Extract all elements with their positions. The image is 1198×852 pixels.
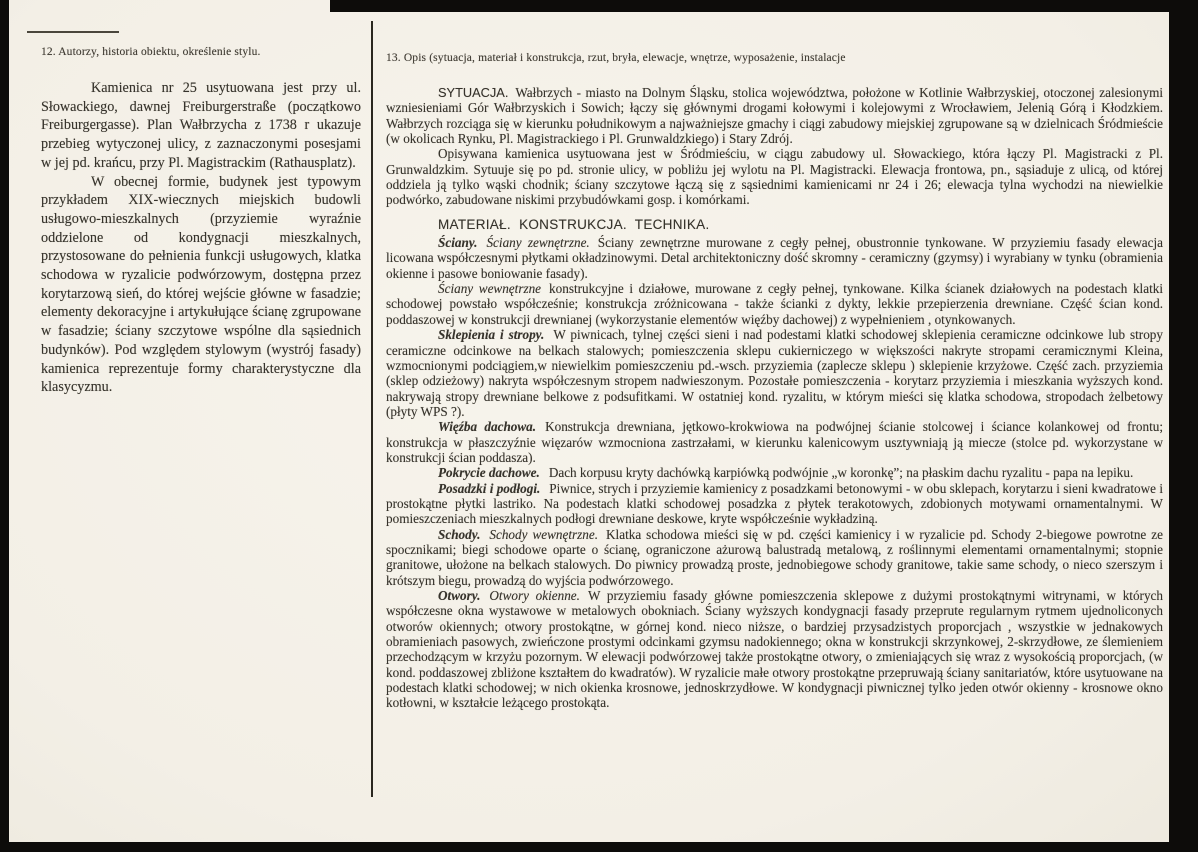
location-paragraph: Opisywana kamienica usytuowana jest w Śródmieściu, w ciągu zabudowy ul. Słowackiego, która łączy Pl. Magistracki z Pl. Grunwaldzkim. Sytuuje się po pd. stronie ulicy, w pobliżu jej wylotu na Pl. Magistracki. Elewacja frontowa, pn., sąsiaduje z ulicą, od której oddziela ją tylko wąski chodnik; ściany szczytowe łączą się z sąsiednimi kamienicami nr 24 i 26; elewacja tylna wychodzi na niewielkie podwórko, zabudowane niskimi przybudówkami gosp. i komórkami. xyxy=(386,146,1163,208)
history-text-block xyxy=(41,79,361,397)
roof-covering-paragraph xyxy=(386,465,1163,480)
sytuacja-paragraph xyxy=(386,85,1163,146)
vaults-ceilings-text: W piwnicach, tylnej części sieni i nad podestami klatki schodowej sklepienia ceramiczne odcinkowe lub stropy ceramiczne odcinkowe na belkach stalowych; pomieszczenia sklepu cukierniczego w większości nakryte stropami ceramicznymi Kleina, wzmocnionymi podciągiem,w niewielkim pomieszczeniu pd.-wsch. przyziemia (zaplecze sklepu ) sklepienie krzyżowe. Część zach. przyziemia (sklep odzieżowy) nakryta współczesnym stropem nadwieszonym. Pozostałe pomieszczenia - korytarz przyziemia i mieszkania wyższych kond. nakrywają stropy drewniane belkowe z podsufitkami. W ostatniej kond. ryzalitu, w którym mieści się klatka schodowa, stropodach żelbetowy (płyty WPS ?). xyxy=(386,327,1163,419)
sytuacja-text: Wałbrzych - miasto na Dolnym Śląsku, stolica województwa, położone w Kotlinie Wałbrzyskiej, otoczonej zalesionymi wzniesieniami Gór Wałbrzyskich i Sowich; łączy się głównymi drogami kołowymi i kolejowymi z Wrocławiem, Jelenią Górą i Kłodzkiem. Wałbrzych rozciąga się w kierunku południkowym a najważniejsze gmachy i ciągi zabudowy miejskiej zgrupowane są w dzielnicach Śródmieście (w okolicach Rynku, Pl. Magistrackiego i Pl. Grunwaldzkiego) i Stary Zdrój. xyxy=(386,85,1163,147)
vaults-ceilings-lead: Sklepienia i stropy. xyxy=(438,327,545,343)
sytuacja-label: SYTUACJA. xyxy=(438,85,509,100)
floors-lead: Posadzki i podłogi. xyxy=(438,480,541,496)
stairs-paragraph xyxy=(386,527,1163,588)
interior-walls-text: konstrukcyjne i działowe, murowane z cegły pełnej, tynkowane. Kilka ścianek działowych na podestach klatki schodowej powstało współcześnie; konstrukcja zróżnicowana - także ścianki z dykty, lekkie przepierzenia drewniane. Część ścian kond. poddaszowej w konstrukcji drewnianej (wykorzystanie elementów więźby dachowej) z wypełnieniem , otynkowanych. xyxy=(386,281,1163,327)
left-column xyxy=(41,46,361,397)
right-column xyxy=(386,52,1163,711)
scan-border-top xyxy=(330,0,1198,12)
roof-truss-lead: Więźba dachowa. xyxy=(438,419,537,435)
roof-covering-text: Dach korpusu kryty dachówką karpiówką podwójnie „w koronkę”; na płaskim dachu ryzalitu - papa na lepiku. xyxy=(548,465,1134,481)
vaults-ceilings-paragraph xyxy=(386,327,1163,419)
floors-paragraph xyxy=(386,481,1163,527)
section-13-heading: 13. Opis (sytuacja, materiał i konstrukcja, rzut, bryła, elewacje, wnętrze, wyposażenie, instalacje xyxy=(386,52,846,64)
openings-text: W przyziemiu fasady główne pomieszczenia sklepowe z dużymi prostokątnymi witrynami, w których współczesne okna wystawowe w metalowych obokniach. Ściany wyższych kondygnacji fasady przeprute regularnym rytmem ujednoliconych otworów okiennych; otwory prostokątne, w górnej kond. nieco niższe, o bardziej przysadzistych proporcjach , wszystkie w jednakowych obramieniach pasowych, zwieńczone prostymi odcinkami gzymsu nadokiennego; okna w konstrukcji skrzynkowej, 2-skrzydłowe, ze ślemieniem przechodzącym w krzyżu pozornym. W elewacji podwórzowej także prostokątne otwory, o zmieniających się wraz z wysokością proporcjach, (w kond. poddaszowej zbliżone kształtem do kwadratów). W ryzalicie małe otwory prostokątne przepruwają ściany sanitariatów, które usytuowane na podestach klatki schodowej; w nich okienka krosnowe, jednoskrzydłowe. W kondygnacji piwnicznej tylko jeden otwór okienny - krosnowe okno kotłowni, w kształcie leżącego prostokąta. xyxy=(386,588,1163,711)
walls-sublead: Ściany zewnętrzne. xyxy=(486,235,590,251)
stairs-lead: Schody. xyxy=(438,526,481,542)
walls-text: Ściany zewnętrzne murowane z cegły pełnej, obustronnie tynkowane. W przyziemiu fasady elewacja licowana współczesnymi płytkami okładzinowymi. Detal architektoniczny dość skromny - ceramiczny (gzymsy) i wyrabiany w tynku (obramienia okienne i pasowe boniowanie fasady). xyxy=(386,235,1163,281)
interior-walls-sublead: Ściany wewnętrzne xyxy=(438,281,542,297)
roof-covering-lead: Pokrycie dachowe. xyxy=(438,465,540,481)
stairs-text: Klatka schodowa mieści się w pd. części kamienicy i w ryzalicie pd. Schody 2-biegowe powrotne ze spocznikami; biegi schodowe oparte o ścianę, ograniczone ażurową balustradą metalową, z roślinnymi elementami ornamentalnymi; stopnie granitowe, ułożone na belkach stalowych. Do piwnicy prowadzą proste, jednobiegowe schody granitowe, takie same schody, o nieco szerszym i krótszym biegu, prowadzą do wyjścia podwórzowego. xyxy=(386,526,1163,588)
form-cell-rule xyxy=(27,31,119,33)
scan-border-bottom xyxy=(0,842,1198,852)
scan-border-right xyxy=(1169,0,1198,852)
stairs-sublead: Schody wewnętrzne. xyxy=(489,526,599,542)
openings-paragraph xyxy=(386,588,1163,711)
walls-lead: Ściany. xyxy=(438,235,478,251)
floors-text: Piwnice, strych i przyziemie kamienicy z posadzkami betonowymi - w obu sklepach, korytarzu i sieni kwadratowe i prostokątne płytki lastriko. Na podestach klatki schodowej posadzka z płytek terakotowych, zdobionych motywami ornamentalnymi. W pomieszczeniach mieszkalnych podłogi drewniane deskowe, kryte współcześnie wykładziną. xyxy=(386,480,1163,527)
roof-truss-text: Konstrukcja drewniana, jętkowo-krokwiowa na podwójnej ścianie stolcowej i ściance kolankowej od frontu; konstrukcja w płaszczyźnie więzarów wzmocniona zastrzałami, w kierunku kalenicowym usztywniają ją miecze (stolce pd. wykorzystane w konstrukcji ścian poddasza). xyxy=(386,419,1164,465)
openings-sublead: Otwory okienne. xyxy=(489,588,580,603)
section-12-heading: 12. Autorzy, historia obiektu, określenie stylu. xyxy=(41,46,261,58)
walls-paragraph xyxy=(386,235,1163,281)
history-paragraph-1: Kamienica nr 25 usytuowana jest przy ul. Słowackiego, dawnej Freiburgerstraße (początkowo Freiburgergasse). Plan Wałbrzycha z 1738 r ukazuje przebieg wytyczonej ulicy, z zaznaczonymi posesjami w jej pd. krańcu, przy Pl. Magistrackim (Rathausplatz). xyxy=(41,80,361,171)
openings-lead: Otwory. xyxy=(438,588,481,603)
material-heading: MATERIAŁ. KONSTRUKCJA. TECHNIKA. xyxy=(438,216,710,232)
roof-truss-paragraph xyxy=(386,419,1163,465)
column-divider xyxy=(371,21,373,797)
history-paragraph-2: W obecnej formie, budynek jest typowym przykładem XIX-wiecznych miejskich budowli usługowo-mieszkalnych (przyziemie wyraźnie oddzielone od kondygnacji mieszkalnych, przystosowane do pełnienia funkcji usługowych, klatka schodowa w ryzalicie podwórzowym, dostępna przez korytarzową sień, do której wejście główne w fasadzie; elementy dekoracyjne i artykułujące ścianę zgrupowane w fasadzie; ściany szczytowe wspólne dla sąsiednich budynków). Pod względem stylowym (wystrój fasady) kamienica reprezentuje formy charakterystyczne dla klasycyzmu. xyxy=(41,173,361,396)
description-text-block xyxy=(386,85,1163,711)
interior-walls-paragraph xyxy=(386,281,1163,327)
scan-border-left xyxy=(0,0,9,852)
